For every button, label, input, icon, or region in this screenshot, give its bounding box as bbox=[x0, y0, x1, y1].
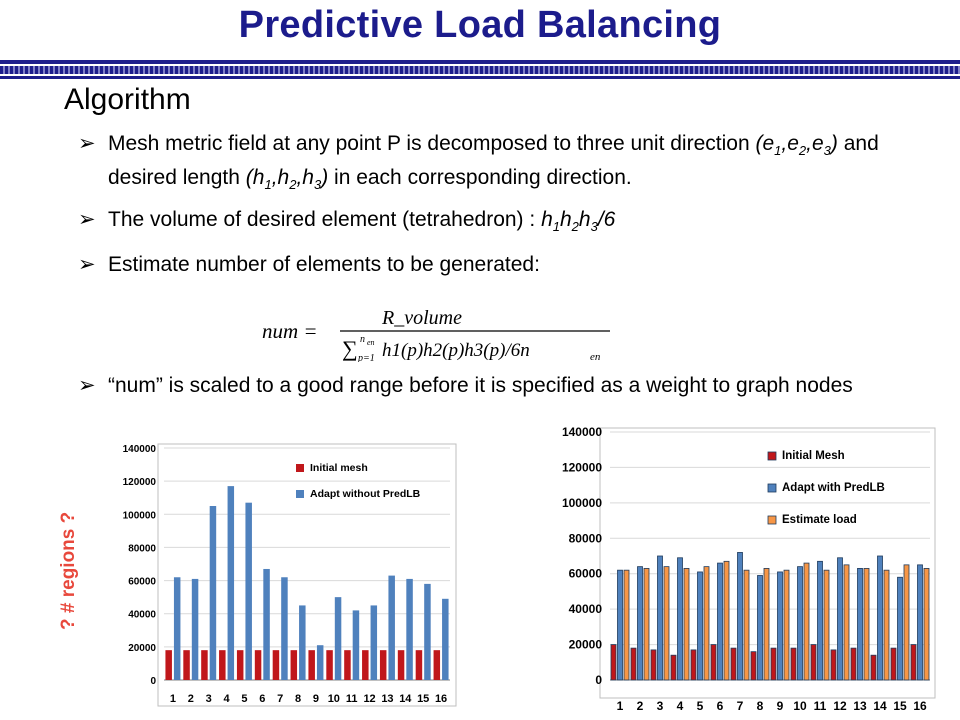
x-tick-label: 7 bbox=[277, 693, 284, 705]
y-tick-label: 60000 bbox=[568, 566, 602, 581]
bullet-scaling: ➢ “num” is scaled to a good range before it is specified as a weight to graph nodes bbox=[78, 374, 853, 397]
legend-swatch bbox=[296, 464, 304, 472]
bar-initial-mesh-6 bbox=[711, 645, 716, 680]
sum-upper-sub: en bbox=[367, 338, 375, 347]
sum-lower: p=1 bbox=[358, 353, 375, 362]
x-tick-label: 4 bbox=[676, 699, 684, 713]
formula-denominator: h1(p)h2(p)h3(p)/6n bbox=[382, 340, 530, 361]
bar-initial-mesh-12 bbox=[831, 650, 836, 680]
bar-initial-mesh-3 bbox=[201, 650, 208, 680]
x-tick-label: 8 bbox=[756, 699, 764, 713]
x-tick-label: 3 bbox=[205, 693, 212, 705]
bar-adapt-without-predlb-3 bbox=[210, 506, 217, 680]
legend-swatch bbox=[768, 452, 776, 460]
x-tick-label: 6 bbox=[716, 699, 724, 713]
title-rule-top bbox=[0, 60, 960, 64]
bar-adapt-without-predlb-12 bbox=[371, 605, 378, 680]
bar-initial-mesh-4 bbox=[219, 650, 226, 680]
bar-estimate-load-16 bbox=[924, 568, 929, 680]
title-rule-bottom bbox=[0, 76, 960, 79]
y-tick-label: 20000 bbox=[568, 637, 602, 652]
x-tick-label: 9 bbox=[312, 693, 319, 705]
x-tick-label: 2 bbox=[636, 699, 644, 713]
legend-label: Initial mesh bbox=[310, 462, 368, 474]
bar-adapt-with-predlb-9 bbox=[778, 572, 783, 680]
x-tick-label: 10 bbox=[793, 699, 807, 713]
bar-estimate-load-4 bbox=[684, 568, 689, 680]
arrow-bullet-icon: ➢ bbox=[78, 252, 96, 276]
x-tick-label: 1 bbox=[616, 699, 624, 713]
bar-adapt-with-predlb-4 bbox=[678, 558, 683, 680]
bar-estimate-load-6 bbox=[724, 561, 729, 680]
bar-initial-mesh-16 bbox=[434, 650, 441, 680]
bar-estimate-load-2 bbox=[644, 568, 649, 680]
bar-adapt-with-predlb-13 bbox=[858, 568, 863, 680]
bar-initial-mesh-14 bbox=[398, 650, 405, 680]
bar-estimate-load-14 bbox=[884, 570, 889, 680]
arrow-bullet-icon: ➢ bbox=[78, 374, 96, 397]
x-tick-label: 16 bbox=[434, 693, 448, 705]
bar-adapt-without-predlb-15 bbox=[424, 584, 431, 680]
arrow-bullet-icon: ➢ bbox=[78, 132, 96, 155]
bar-initial-mesh-5 bbox=[691, 650, 696, 680]
y-tick-label: 80000 bbox=[568, 531, 602, 546]
bar-initial-mesh-14 bbox=[871, 655, 876, 680]
chart-adapt-with-predlb bbox=[520, 418, 940, 718]
arrow-bullet-icon: ➢ bbox=[78, 208, 96, 232]
bar-initial-mesh-7 bbox=[731, 648, 736, 680]
x-tick-label: 14 bbox=[873, 699, 887, 713]
x-tick-label: 3 bbox=[656, 699, 664, 713]
y-tick-label: 120000 bbox=[561, 460, 602, 475]
x-tick-label: 12 bbox=[363, 693, 376, 705]
x-tick-label: 11 bbox=[345, 693, 358, 705]
title-rule-pattern bbox=[0, 66, 960, 74]
legend-label: Adapt without PredLB bbox=[310, 488, 421, 500]
bar-estimate-load-12 bbox=[844, 565, 849, 680]
section-heading: Algorithm bbox=[64, 83, 191, 116]
y-tick-label: 0 bbox=[150, 676, 156, 687]
bar-adapt-without-predlb-1 bbox=[174, 577, 181, 680]
x-tick-label: 8 bbox=[295, 693, 302, 705]
bar-initial-mesh-2 bbox=[631, 648, 636, 680]
y-tick-label: 0 bbox=[595, 673, 602, 687]
y-tick-label: 60000 bbox=[128, 576, 156, 588]
y-tick-label: 120000 bbox=[122, 477, 156, 489]
sum-symbol: ∑ bbox=[342, 336, 358, 361]
bar-adapt-with-predlb-8 bbox=[758, 575, 763, 680]
bar-adapt-with-predlb-5 bbox=[698, 572, 703, 680]
x-tick-label: 11 bbox=[813, 699, 827, 713]
bar-estimate-load-3 bbox=[664, 567, 669, 680]
x-tick-label: 12 bbox=[833, 699, 847, 713]
bar-adapt-with-predlb-6 bbox=[718, 563, 723, 680]
bar-estimate-load-15 bbox=[904, 565, 909, 680]
bar-adapt-with-predlb-3 bbox=[658, 556, 663, 680]
bar-initial-mesh-16 bbox=[911, 645, 916, 680]
bar-initial-mesh-11 bbox=[344, 650, 351, 680]
bar-initial-mesh-11 bbox=[811, 645, 816, 680]
regions-axis-label: ? # regions ? bbox=[58, 511, 79, 630]
bar-initial-mesh-3 bbox=[651, 650, 656, 680]
bar-initial-mesh-8 bbox=[751, 652, 756, 680]
y-tick-label: 100000 bbox=[122, 510, 156, 522]
legend-label: Initial Mesh bbox=[782, 450, 845, 462]
legend-swatch bbox=[768, 516, 776, 524]
bar-estimate-load-5 bbox=[704, 567, 709, 680]
bar-adapt-with-predlb-10 bbox=[798, 567, 803, 680]
bar-adapt-without-predlb-16 bbox=[442, 599, 449, 680]
bullet-estimate: ➢ Estimate number of elements to be generated: bbox=[78, 252, 540, 276]
x-tick-label: 13 bbox=[853, 699, 867, 713]
bar-adapt-with-predlb-12 bbox=[838, 558, 843, 680]
bar-estimate-load-7 bbox=[744, 570, 749, 680]
bar-initial-mesh-1 bbox=[611, 645, 616, 680]
bar-adapt-without-predlb-4 bbox=[228, 486, 235, 680]
x-tick-label: 2 bbox=[187, 693, 194, 705]
bar-adapt-with-predlb-16 bbox=[918, 565, 923, 680]
legend-label: Adapt with PredLB bbox=[782, 482, 885, 494]
bar-initial-mesh-2 bbox=[183, 650, 190, 680]
legend-label: Estimate load bbox=[782, 514, 857, 526]
bar-initial-mesh-9 bbox=[771, 648, 776, 680]
bar-estimate-load-10 bbox=[804, 563, 809, 680]
bar-initial-mesh-6 bbox=[255, 650, 262, 680]
y-tick-label: 20000 bbox=[128, 642, 156, 654]
bar-adapt-without-predlb-5 bbox=[245, 503, 252, 680]
bar-adapt-without-predlb-14 bbox=[406, 579, 413, 680]
bar-estimate-load-11 bbox=[824, 570, 829, 680]
bar-initial-mesh-10 bbox=[791, 648, 796, 680]
formula-lhs: num = bbox=[262, 319, 318, 343]
x-tick-label: 4 bbox=[223, 693, 230, 705]
x-tick-label: 7 bbox=[736, 699, 744, 713]
bar-initial-mesh-15 bbox=[416, 650, 423, 680]
slide-title: Predictive Load Balancing bbox=[238, 4, 722, 46]
bar-initial-mesh-15 bbox=[891, 648, 896, 680]
bar-adapt-without-predlb-11 bbox=[353, 610, 360, 680]
bar-adapt-without-predlb-8 bbox=[299, 605, 306, 680]
bar-initial-mesh-5 bbox=[237, 650, 244, 680]
bar-adapt-with-predlb-2 bbox=[638, 567, 643, 680]
x-tick-label: 5 bbox=[696, 699, 704, 713]
bar-initial-mesh-4 bbox=[671, 655, 676, 680]
bar-initial-mesh-10 bbox=[326, 650, 333, 680]
x-tick-label: 6 bbox=[259, 693, 266, 705]
x-tick-label: 16 bbox=[913, 699, 927, 713]
bar-initial-mesh-9 bbox=[308, 650, 315, 680]
bar-initial-mesh-8 bbox=[291, 650, 298, 680]
formula-numerator: R_volume bbox=[382, 307, 462, 329]
bar-estimate-load-9 bbox=[784, 570, 789, 680]
bullet-metric-field: ➢ Mesh metric field at any point P is decomposed to three unit direction $(e_1,e_2,e_3)$ and desired length $(h_1,h_2,h_3)$ in each corresponding direction. bbox=[78, 132, 879, 193]
x-tick-label: 15 bbox=[893, 699, 907, 713]
sum-upper: n bbox=[360, 334, 365, 345]
x-tick-label: 14 bbox=[399, 693, 412, 705]
bar-adapt-without-predlb-7 bbox=[281, 577, 288, 680]
x-tick-label: 5 bbox=[241, 693, 248, 705]
bar-adapt-with-predlb-7 bbox=[738, 552, 743, 680]
y-tick-label: 80000 bbox=[128, 543, 156, 555]
y-tick-label: 40000 bbox=[128, 609, 156, 621]
bar-estimate-load-13 bbox=[864, 568, 869, 680]
bar-estimate-load-1 bbox=[624, 570, 629, 680]
num-formula bbox=[260, 300, 620, 362]
bar-estimate-load-8 bbox=[764, 568, 769, 680]
bar-initial-mesh-13 bbox=[851, 648, 856, 680]
legend-swatch bbox=[768, 484, 776, 492]
x-tick-label: 13 bbox=[381, 693, 394, 705]
bar-adapt-with-predlb-14 bbox=[878, 556, 883, 680]
legend-swatch bbox=[296, 490, 304, 498]
y-tick-label: 140000 bbox=[561, 425, 602, 439]
bar-initial-mesh-12 bbox=[362, 650, 369, 680]
bullet-volume: ➢ The volume of desired element (tetrahedron) : $h_1h_2h_3/6$ bbox=[78, 208, 616, 235]
bar-adapt-with-predlb-1 bbox=[618, 570, 623, 680]
x-tick-label: 9 bbox=[776, 699, 784, 713]
bar-adapt-with-predlb-15 bbox=[898, 577, 903, 680]
x-tick-label: 15 bbox=[417, 693, 430, 705]
bar-adapt-without-predlb-10 bbox=[335, 597, 342, 680]
bar-adapt-with-predlb-11 bbox=[818, 561, 823, 680]
y-tick-label: 140000 bbox=[122, 444, 156, 455]
bar-adapt-without-predlb-2 bbox=[192, 579, 199, 680]
chart-adapt-without-predlb bbox=[100, 432, 460, 716]
x-tick-label: 1 bbox=[169, 693, 176, 705]
bar-adapt-without-predlb-9 bbox=[317, 645, 324, 680]
bar-initial-mesh-1 bbox=[165, 650, 172, 680]
formula-den-sub: en bbox=[590, 351, 601, 362]
bar-adapt-without-predlb-6 bbox=[263, 569, 270, 680]
y-tick-label: 100000 bbox=[561, 495, 602, 510]
bar-initial-mesh-13 bbox=[380, 650, 387, 680]
y-tick-label: 40000 bbox=[568, 602, 602, 617]
bar-initial-mesh-7 bbox=[273, 650, 280, 680]
bar-adapt-without-predlb-13 bbox=[388, 576, 395, 680]
x-tick-label: 10 bbox=[327, 693, 340, 705]
